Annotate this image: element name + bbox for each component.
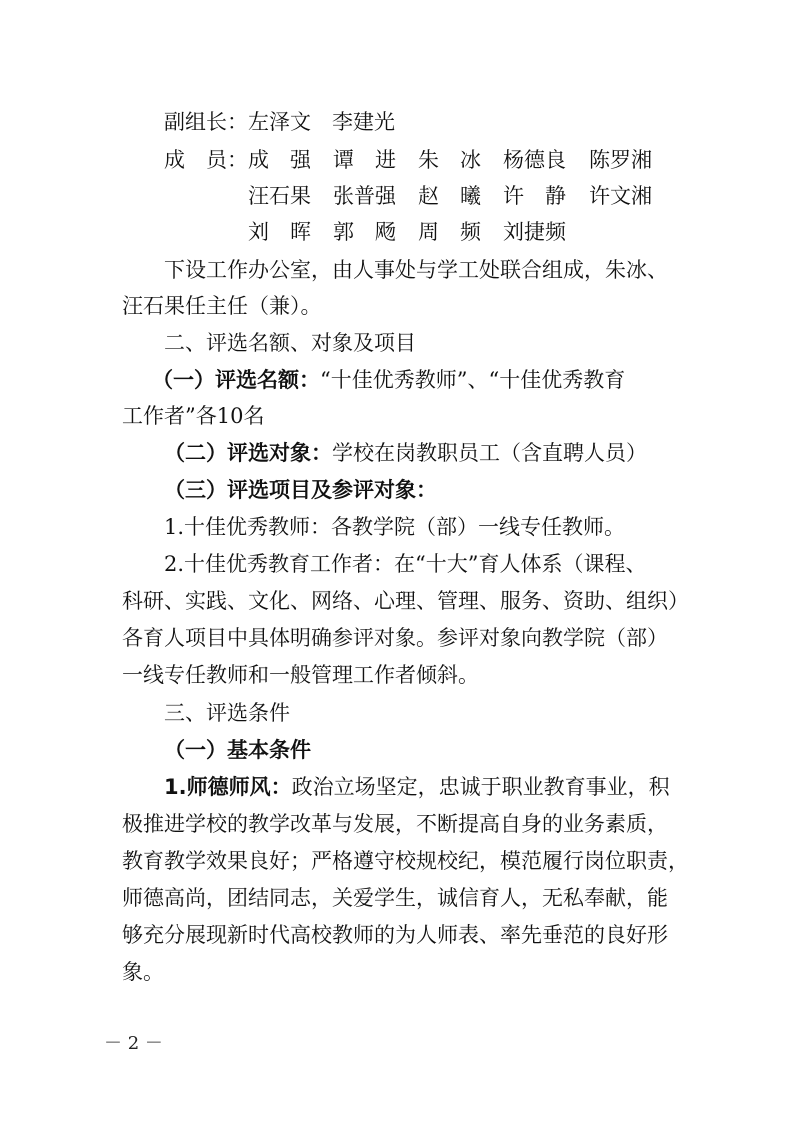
quota-line-cont: 工作者”各10名 (122, 404, 265, 428)
ethics-line-3: 教育教学效果良好；严格遵守校规校纪，模范履行岗位职责， (122, 849, 689, 873)
ethics-line-6: 象。 (122, 960, 164, 984)
member-name: 张普强 (333, 184, 396, 208)
vice-leader-names: 左泽文 李建光 (248, 110, 395, 134)
ethics-line-5: 够充分展现新时代高校教师的为人师表、率先垂范的良好形 (122, 923, 668, 947)
member-name: 刘捷频 (503, 220, 566, 244)
paragraph-2-line-4: 一线专任教师和一般管理工作者倾斜。 (122, 663, 479, 687)
member-name: 朱 冰 (418, 148, 481, 172)
paragraph-2-line-3: 各育人项目中具体明确参评对象。参评对象向教学院（部） (122, 626, 668, 650)
section3-heading: 三、评选条件 (164, 701, 290, 725)
items-heading: （三）评选项目及参评对象： (164, 478, 437, 502)
member-name: 刘 晖 (248, 220, 311, 244)
members-label: 成 员： (164, 148, 248, 172)
member-name: 郭 飏 (333, 220, 396, 244)
vice-leader-line (164, 108, 395, 136)
ethics-label: 1.师德师风： (164, 775, 292, 799)
member-name: 周 频 (418, 220, 481, 244)
ethics-line-4: 师德高尚，团结同志，关爱学生，诚信育人，无私奉献，能 (122, 886, 668, 910)
basic-conditions-heading: （一）基本条件 (164, 738, 311, 762)
target-line (164, 439, 647, 467)
member-name: 杨德良 (503, 148, 566, 172)
paragraph-2-line-1: 2.十佳优秀教育工作者：在“十大”育人体系（课程、 (164, 552, 647, 576)
quota-text: “十佳优秀教师”、“十佳优秀教育 (320, 368, 626, 392)
member-name: 许文湘 (589, 184, 652, 208)
paragraph-1: 1.十佳优秀教师：各教学院（部）一线专任教师。 (164, 515, 626, 539)
section2-heading: 二、评选名额、对象及项目 (164, 331, 416, 355)
target-label: （二）评选对象： (164, 441, 332, 465)
quota-line (152, 366, 625, 394)
target-text: 学校在岗教职员工（含直聘人员） (332, 441, 647, 465)
vice-leader-label: 副组长： (164, 110, 248, 134)
member-name: 谭 进 (333, 148, 396, 172)
ethics-line-2: 极推进学校的教学改革与发展，不断提高自身的业务素质， (122, 812, 668, 836)
office-line-2: 汪石果任主任（兼）。 (122, 294, 322, 318)
office-line-1: 下设工作办公室，由人事处与学工处联合组成，朱冰、 (164, 258, 668, 282)
member-name: 赵 曦 (418, 184, 481, 208)
ethics-line-1 (164, 773, 670, 801)
quota-label: （一）评选名额： (152, 368, 320, 392)
member-name: 陈罗湘 (589, 148, 652, 172)
ethics-text: 政治立场坚定，忠诚于职业教育事业，积 (291, 775, 670, 799)
member-name: 许 静 (503, 184, 566, 208)
page-number: － 2 － (104, 1033, 163, 1054)
member-name: 汪石果 (248, 184, 311, 208)
paragraph-2-line-2: 科研、实践、文化、网络、心理、管理、服务、资助、组织） (122, 589, 689, 613)
member-name: 成 强 (248, 148, 311, 172)
